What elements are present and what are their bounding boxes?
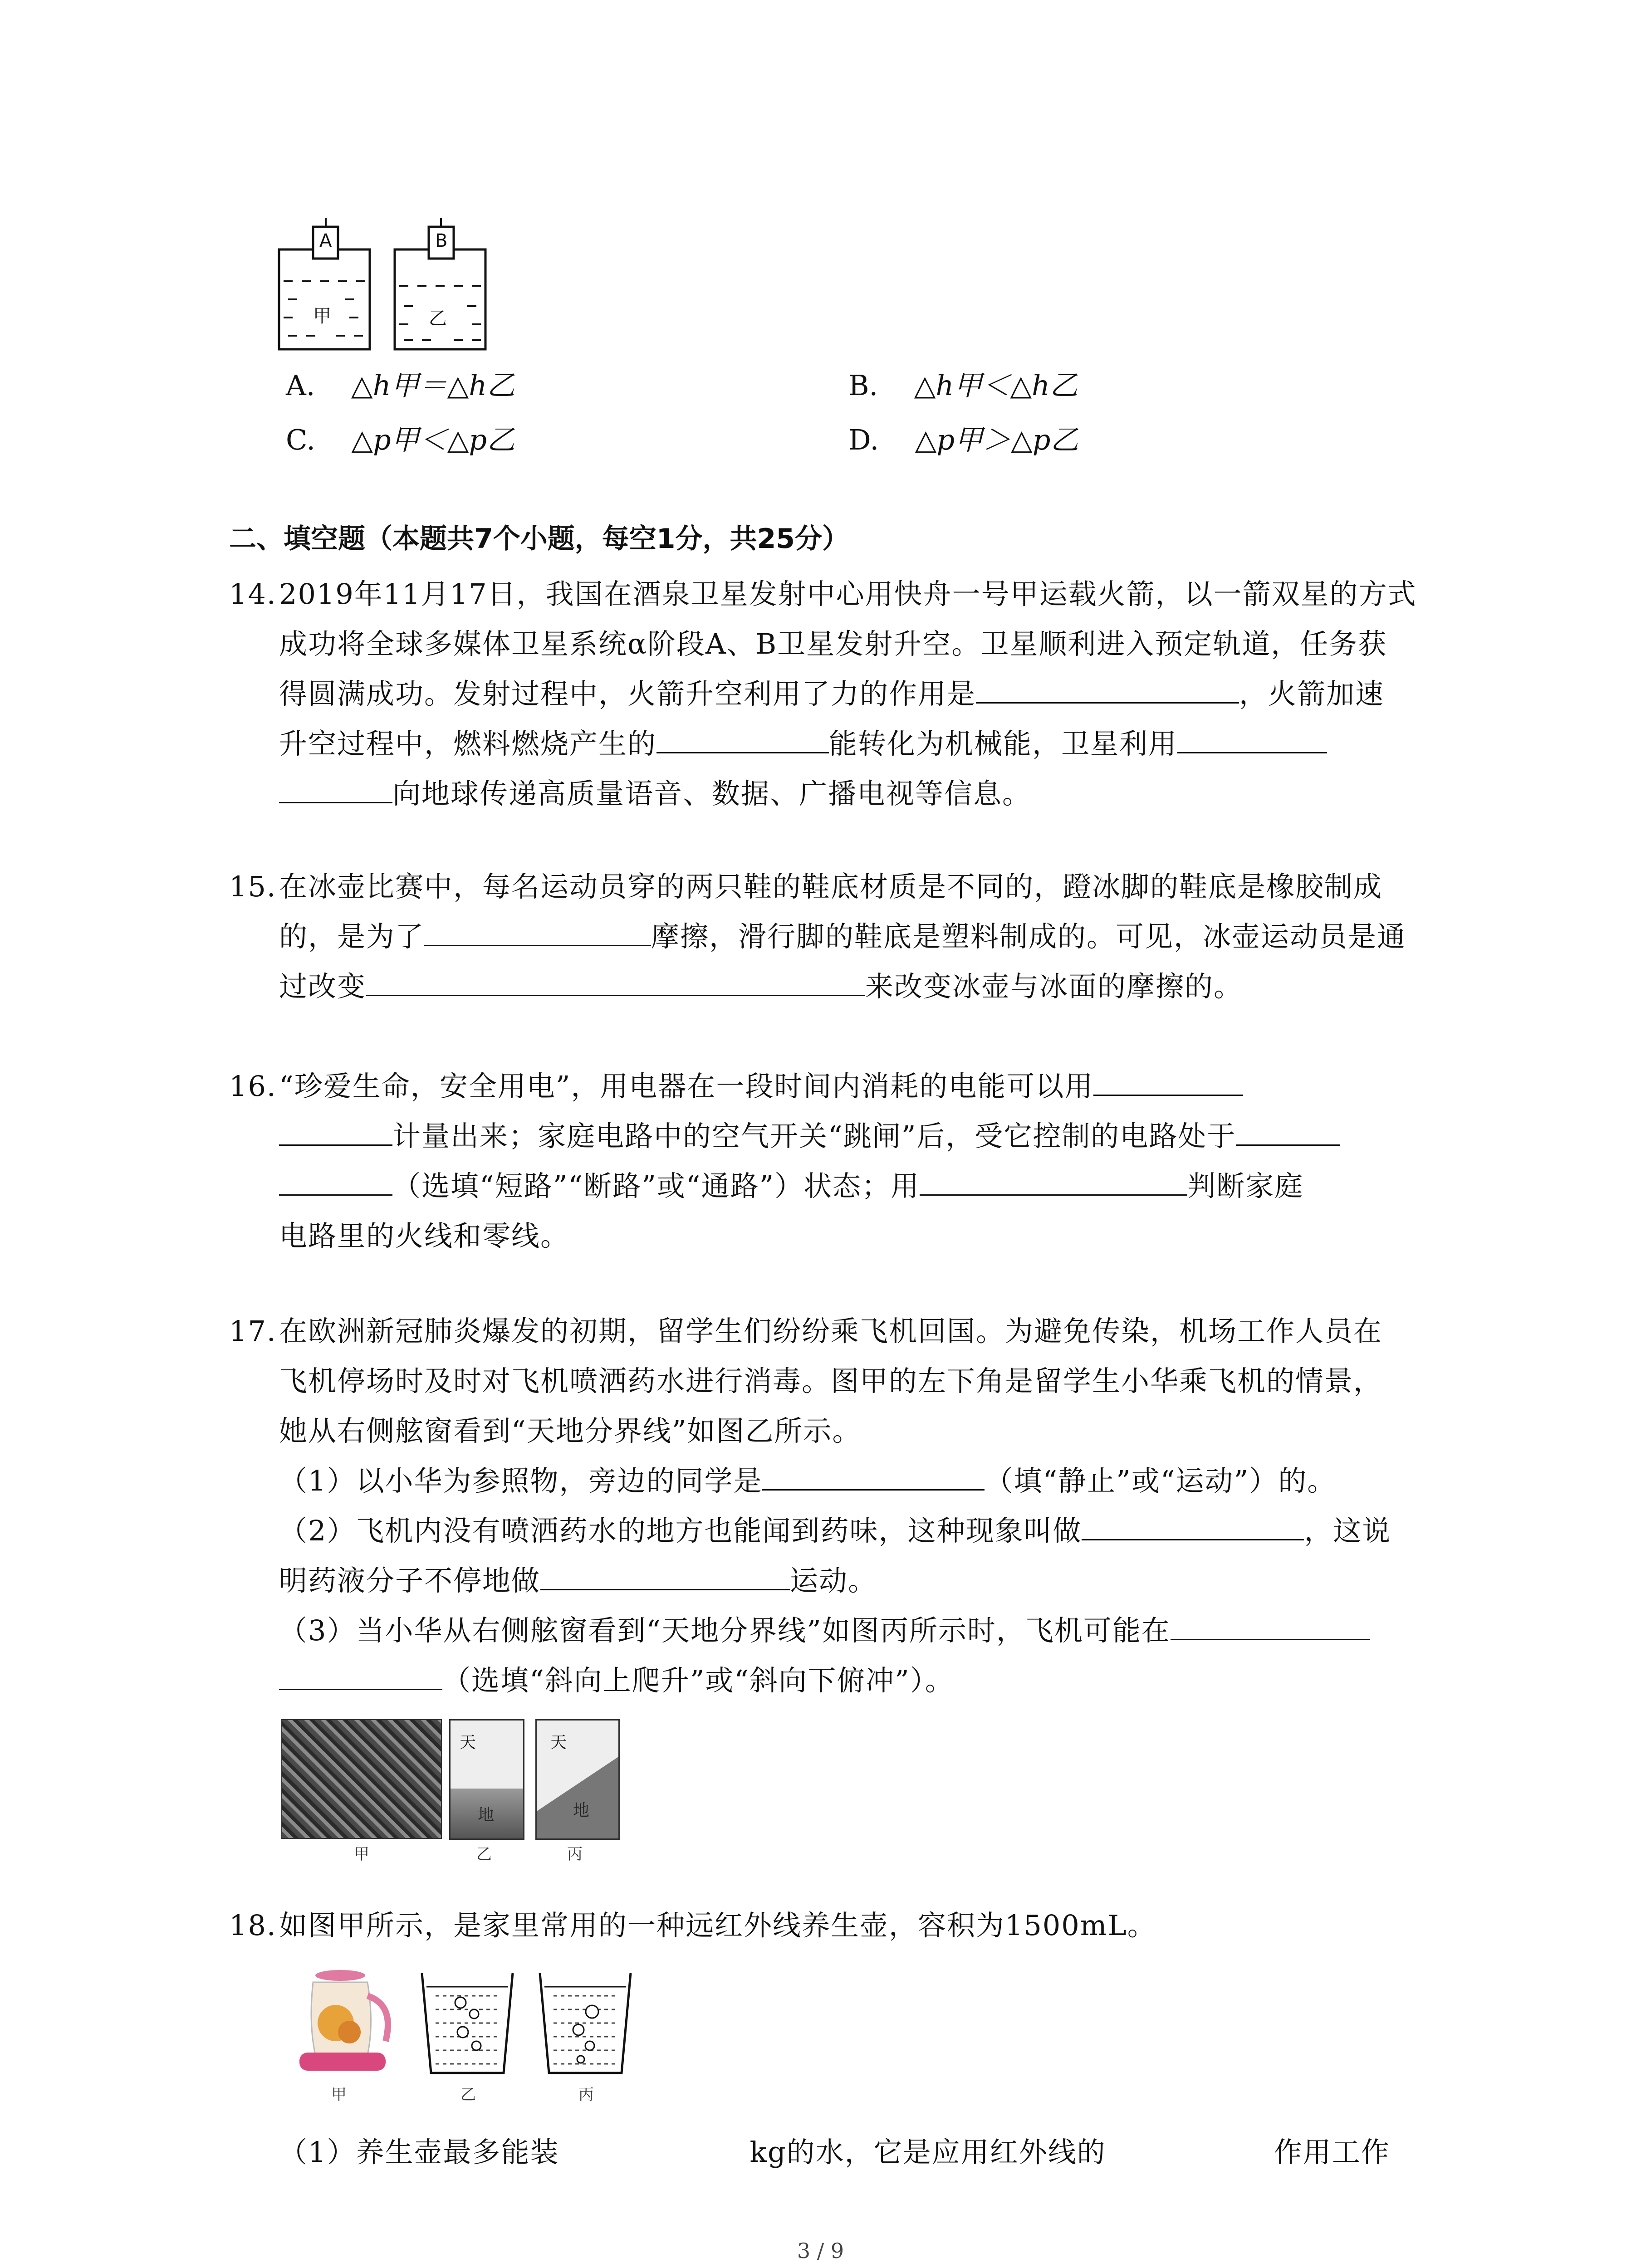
liquid-jia-label: 甲 (313, 306, 331, 327)
q16-line3-tail: 判断家庭 (1187, 1169, 1304, 1202)
q17-part3-cont (279, 1660, 954, 1701)
q15-line3-tail: 来改变冰壶与冰面的摩擦的。 (865, 970, 1243, 1003)
bing-sky-label: 天 (550, 1733, 567, 1752)
q17-figure (281, 1719, 617, 1863)
photo-jia (281, 1719, 442, 1839)
q18-number: 18. (229, 1909, 277, 1942)
q18-caption-bing: 丙 (578, 2086, 594, 2104)
q15-number: 15. (229, 870, 277, 903)
q17-part1 (279, 1461, 1336, 1501)
kettle-icon (281, 1964, 404, 2077)
option-d-label: D. (848, 423, 879, 456)
q17-blank-1[interactable] (762, 1461, 985, 1491)
block-b-label: B (435, 230, 448, 251)
option-b-label: B. (848, 369, 878, 402)
option-c-label: C. (286, 423, 315, 456)
q14-line3-text: 得圆满成功。发射过程中，火箭升空利用了力的作用是 (279, 677, 976, 710)
q15-blank-1[interactable] (424, 917, 651, 946)
caption-yi: 乙 (476, 1845, 492, 1863)
block-a-label: A (319, 230, 332, 251)
q16-blank-1b[interactable] (279, 1116, 392, 1146)
q17-blank-4a[interactable] (1171, 1611, 1370, 1640)
q16-line2 (279, 1116, 1340, 1157)
q17-line1: 在欧洲新冠肺炎爆发的初期，留学生们纷纷乘飞机回国。为避免传染，机场工作人员在 (279, 1315, 1383, 1348)
q17-blank-4b[interactable] (279, 1661, 442, 1690)
q14-blank-3a[interactable] (1177, 724, 1327, 753)
q16-line1 (279, 1066, 1243, 1107)
q18-caption-jia: 甲 (331, 2086, 347, 2104)
q15-blank-2[interactable] (366, 967, 865, 996)
q16-line2-text: 计量出来；家庭电路中的空气开关“跳闸”后，受它控制的电路处于 (392, 1119, 1236, 1153)
q16-line3-text: （选填“短路”“断路”或“通路”）状态；用 (392, 1169, 920, 1202)
q14-line5 (279, 773, 1031, 814)
q18-figure (281, 1964, 653, 2104)
q18-part1-text: （1）养生壶最多能装 (279, 2136, 559, 2169)
liquid-yi-label: 乙 (429, 308, 447, 329)
q18-caption-yi: 乙 (460, 2086, 476, 2104)
q18-part1-tail: 作用工作 (1274, 2136, 1390, 2169)
q17-part2 (279, 1510, 1391, 1551)
option-a-label: A. (286, 369, 315, 402)
q14-line2: 成功将全球多媒体卫星系统α阶段A、B卫星发射升空。卫星顺利进入预定轨道，任务获 (279, 627, 1387, 660)
q14-line3-tail: ，火箭加速 (1239, 677, 1385, 710)
q14-line4 (279, 723, 1327, 764)
beaker-bing-icon (535, 1969, 635, 2077)
q17-number: 17. (229, 1315, 277, 1348)
q14-line3 (279, 674, 1384, 714)
q17-part2c-text: 明药液分子不停地做 (279, 1564, 541, 1597)
q13-option-a[interactable] (286, 363, 515, 403)
q17-part2-cont (279, 1560, 877, 1601)
q17-part1-tail: （填“静止”或“运动”）的。 (985, 1464, 1337, 1497)
q18-line1: 如图甲所示，是家里常用的一种远红外线养生壶，容积为1500mL。 (279, 1909, 1156, 1942)
page-number: 3 / 9 (797, 2239, 844, 2263)
option-a-text: △h甲＝△h乙 (351, 369, 515, 402)
q15-line3 (279, 966, 1243, 1007)
yi-ground-label: 地 (478, 1806, 495, 1824)
option-c-text: △p甲＜△p乙 (351, 423, 515, 456)
q17-blank-2[interactable] (1082, 1511, 1304, 1540)
q14-line5-text: 向地球传递高质量语音、数据、广播电视等信息。 (392, 777, 1032, 810)
window-yi (449, 1719, 524, 1840)
q15-line3-text: 过改变 (279, 970, 367, 1003)
beaker-yi-icon (417, 1969, 517, 2077)
q17-line3: 她从右侧舷窗看到“天地分界线”如图乙所示。 (279, 1414, 862, 1447)
q18-part1-mid: kg的水，它是应用红外线的 (749, 2136, 1106, 2169)
q16-line4: 电路里的火线和零线。 (279, 1219, 570, 1252)
section-heading: 二、填空题（本题共7个小题，每空1分，共25分） (229, 523, 849, 555)
q13-option-c[interactable] (286, 417, 515, 458)
caption-jia: 甲 (354, 1845, 369, 1863)
q17-line2: 飞机停场时及时对飞机喷洒药水进行消毒。图甲的左下角是留学生小华乘飞机的情景， (279, 1364, 1383, 1398)
option-b-text: △h甲＜△h乙 (914, 369, 1078, 402)
q15-line2-tail: 摩擦，滑行脚的鞋底是塑料制成的。可见，冰壶运动员是通 (651, 920, 1406, 953)
q17-part2-text: （2）飞机内没有喷洒药水的地方也能闻到药味，这种现象叫做 (279, 1514, 1082, 1547)
q14-line4-mid: 能转化为机械能，卫星利用 (829, 727, 1178, 760)
bing-ground-label: 地 (573, 1801, 590, 1820)
q16-blank-3[interactable] (920, 1166, 1187, 1196)
q13-option-d[interactable] (848, 417, 1078, 458)
caption-bing: 丙 (567, 1845, 583, 1863)
q16-line1-text: “珍爱生命，安全用电”，用电器在一段时间内消耗的电能可以用 (279, 1070, 1094, 1103)
q16-blank-2a[interactable] (1236, 1116, 1340, 1146)
q14-blank-2[interactable] (656, 724, 829, 753)
q17-part3-text: （3）当小华从右侧舷窗看到“天地分界线”如图丙所示时，飞机可能在 (279, 1614, 1171, 1647)
window-bing (535, 1719, 620, 1840)
q18-part1 (279, 2132, 1390, 2173)
q17-blank-3[interactable] (540, 1561, 790, 1590)
q14-blank-1[interactable] (976, 674, 1239, 704)
q15-line2-text: 的，是为了 (279, 920, 425, 953)
q14-number: 14. (229, 577, 277, 611)
q16-number: 16. (229, 1070, 277, 1103)
q17-part2-tail: ，这说 (1304, 1514, 1391, 1547)
q17-part3-tail: （选填“斜向上爬升”或“斜向下俯冲”）。 (442, 1664, 954, 1697)
q13-option-b[interactable] (848, 363, 1078, 403)
q15-line2 (279, 916, 1406, 957)
q16-line3 (279, 1166, 1303, 1207)
option-d-text: △p甲＞△p乙 (915, 423, 1079, 456)
q17-part1-text: （1）以小华为参照物，旁边的同学是 (279, 1464, 763, 1497)
q15-line1: 在冰壶比赛中，每名运动员穿的两只鞋的鞋底材质是不同的，蹬冰脚的鞋底是橡胶制成 (279, 870, 1383, 903)
yi-sky-label: 天 (460, 1733, 476, 1752)
q17-part2c-tail: 运动。 (790, 1564, 877, 1597)
q17-part3 (279, 1610, 1370, 1651)
q13-figure (277, 218, 495, 354)
q14-blank-3b[interactable] (279, 774, 392, 803)
q16-blank-1a[interactable] (1093, 1066, 1243, 1096)
q16-blank-2b[interactable] (279, 1166, 392, 1196)
q14-line1: 2019年11月17日，我国在酒泉卫星发射中心用快舟一号甲运载火箭，以一箭双星的方式 (279, 577, 1417, 611)
q14-line4-text: 升空过程中，燃料燃烧产生的 (279, 727, 657, 760)
